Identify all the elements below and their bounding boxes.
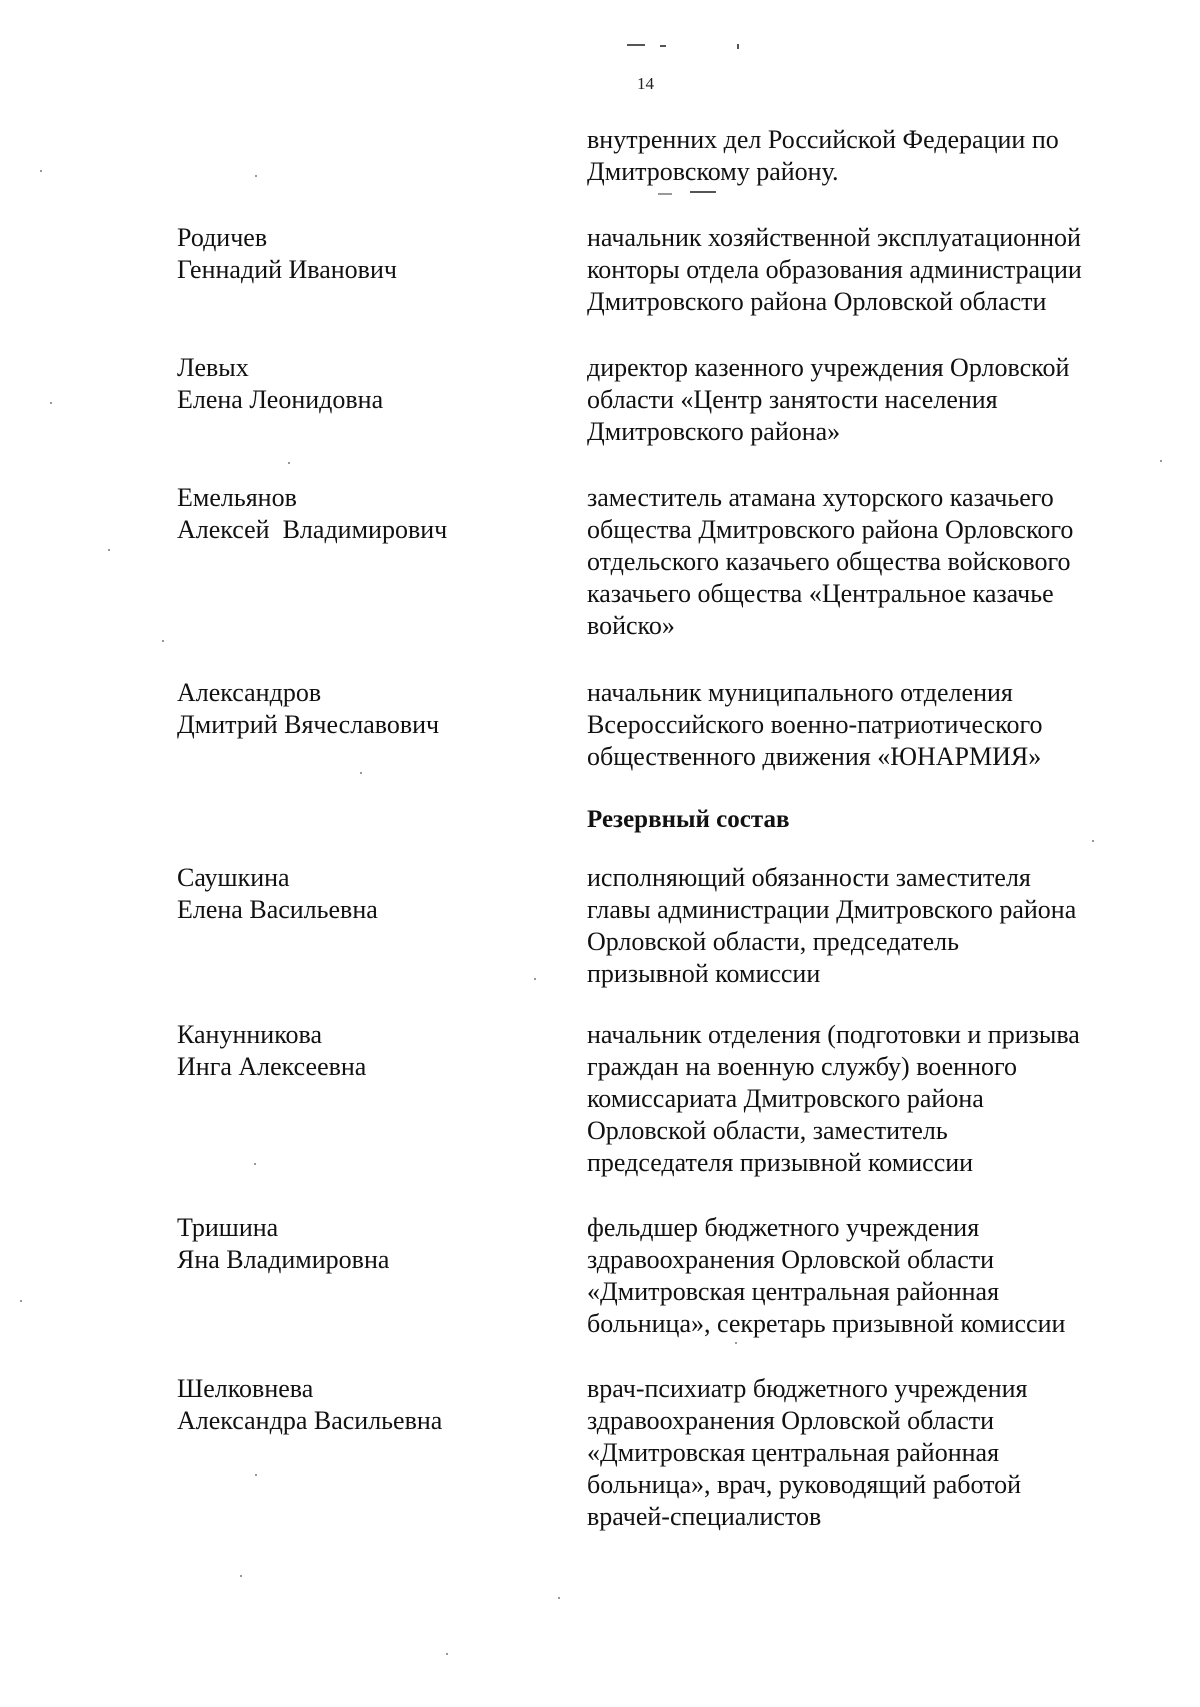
member-surname: Родичев <box>177 223 268 252</box>
member-name <box>177 222 397 286</box>
position-line: комиссариата Дмитровского района <box>587 1084 984 1113</box>
position-line: врачей-специалистов <box>587 1502 822 1531</box>
member-given-name: Елена Леонидовна <box>177 385 384 414</box>
position-line: общества Дмитровского района Орловского <box>587 515 1074 544</box>
position-line: Дмитровского района Орловской области <box>587 287 1047 316</box>
member-name <box>177 677 439 741</box>
scan-speck <box>240 1575 242 1577</box>
reserve-member-position <box>587 1019 1080 1179</box>
continuation-line: внутренних дел Российской Федерации по <box>587 125 1059 154</box>
position-line: войско» <box>587 611 675 640</box>
scan-speck <box>735 1342 737 1344</box>
member-given-name: Дмитрий Вячеславович <box>177 710 440 739</box>
scan-speck <box>254 1163 256 1165</box>
member-name <box>177 352 383 416</box>
position-line: главы администрации Дмитровского района <box>587 895 1077 924</box>
position-line: больница», врач, руководящий работой <box>587 1470 1022 1499</box>
scan-speck <box>162 640 164 642</box>
position-line: отдельского казачьего общества войскового <box>587 547 1071 576</box>
position-line: врач-психиатр бюджетного учреждения <box>587 1374 1028 1403</box>
position-line: заместитель атамана хуторского казачьего <box>587 483 1054 512</box>
member-position <box>587 222 1082 318</box>
continuation-text <box>587 124 1059 188</box>
position-line: Всероссийского военно-патриотического <box>587 710 1043 739</box>
position-line: начальник муниципального отделения <box>587 678 1013 707</box>
position-line: больница», секретарь призывной комиссии <box>587 1309 1066 1338</box>
scan-speck <box>20 1300 22 1302</box>
scan-speck <box>737 44 739 49</box>
position-line: Орловской области, заместитель <box>587 1116 948 1145</box>
member-given-name: Алексей Владимирович <box>177 515 448 544</box>
member-given-name: Яна Владимировна <box>177 1245 390 1274</box>
scan-speck <box>50 402 52 404</box>
position-line: Дмитровского района» <box>587 417 841 446</box>
member-surname: Тришина <box>177 1213 279 1242</box>
reserve-member-position <box>587 1373 1028 1533</box>
member-position <box>587 352 1069 448</box>
reserve-member-name <box>177 862 378 926</box>
scan-speck <box>534 978 536 980</box>
position-line: исполняющий обязанности заместителя <box>587 863 1031 892</box>
scan-speck <box>108 549 110 551</box>
scan-speck <box>255 175 257 177</box>
scan-speck <box>1092 840 1094 842</box>
scan-speck <box>1160 460 1162 462</box>
member-given-name: Инга Алексеевна <box>177 1052 367 1081</box>
position-line: здравоохранения Орловской области <box>587 1245 995 1274</box>
position-line: председателя призывной комиссии <box>587 1148 974 1177</box>
scan-speck <box>690 191 716 193</box>
member-position <box>587 677 1043 773</box>
reserve-member-name <box>177 1019 366 1083</box>
member-name <box>177 482 447 546</box>
position-line: призывной комиссии <box>587 959 821 988</box>
member-given-name: Елена Васильевна <box>177 895 378 924</box>
position-line: начальник отделения (подготовки и призыва <box>587 1020 1080 1049</box>
position-line: «Дмитровская центральная районная <box>587 1438 1000 1467</box>
member-given-name: Геннадий Иванович <box>177 255 397 284</box>
scan-speck <box>288 462 290 464</box>
scan-speck <box>40 170 42 172</box>
member-surname: Канунникова <box>177 1020 322 1049</box>
continuation-line: Дмитровскому району. <box>587 157 839 186</box>
position-line: граждан на военную службу) военного <box>587 1052 1018 1081</box>
member-given-name: Александра Васильевна <box>177 1406 443 1435</box>
reserve-member-position <box>587 862 1076 990</box>
member-surname: Емельянов <box>177 483 297 512</box>
reserve-member-position <box>587 1212 1065 1340</box>
position-line: директор казенного учреждения Орловской <box>587 353 1070 382</box>
scan-speck <box>627 44 645 46</box>
scan-speck <box>558 1597 560 1599</box>
reserve-heading: Резервный состав <box>587 806 790 833</box>
position-line: фельдшер бюджетного учреждения <box>587 1213 980 1242</box>
position-line: области «Центр занятости населения <box>587 385 998 414</box>
position-line: казачьего общества «Центральное казачье <box>587 579 1054 608</box>
reserve-member-name <box>177 1212 389 1276</box>
position-line: начальник хозяйственной эксплуатационной <box>587 223 1081 252</box>
reserve-member-name <box>177 1373 442 1437</box>
scan-speck <box>658 193 672 195</box>
position-line: «Дмитровская центральная районная <box>587 1277 1000 1306</box>
member-position <box>587 482 1073 642</box>
position-line: здравоохранения Орловской области <box>587 1406 995 1435</box>
scan-speck <box>446 1653 448 1655</box>
scan-speck <box>255 1474 257 1476</box>
member-surname: Левых <box>177 353 249 382</box>
member-surname: Александров <box>177 678 322 707</box>
member-surname: Саушкина <box>177 863 290 892</box>
page-number: 14 <box>637 74 654 93</box>
position-line: Орловской области, председатель <box>587 927 959 956</box>
member-surname: Шелковнева <box>177 1374 314 1403</box>
scan-speck <box>360 772 362 774</box>
position-line: конторы отдела образования администрации <box>587 255 1082 284</box>
scan-speck <box>660 45 666 47</box>
position-line: общественного движения «ЮНАРМИЯ» <box>587 742 1042 771</box>
